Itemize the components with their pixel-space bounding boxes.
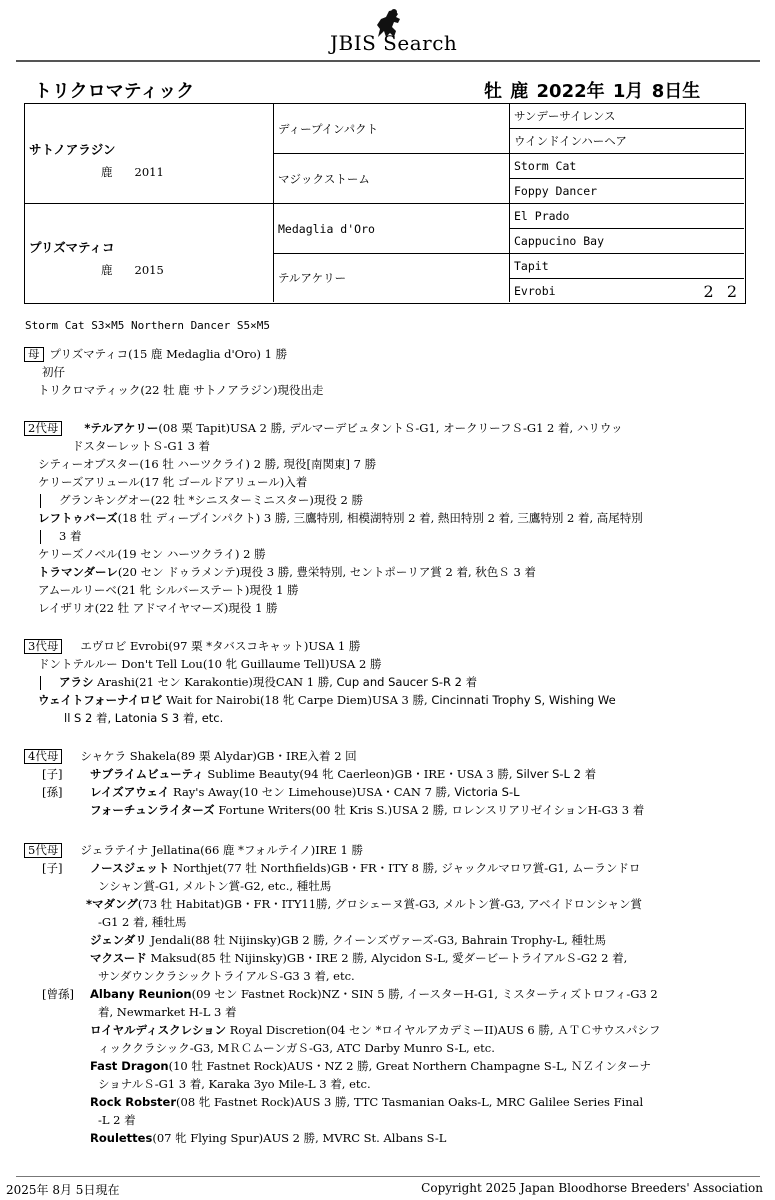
tree-line [40,530,41,544]
inbreeding-note: Storm Cat S3×M5 Northern Dancer S5×M5 [25,319,271,332]
horse-name-bold[interactable]: レイズアウェイ [90,785,170,799]
race-text: Cup and Saucer S-R 2 着 [336,675,478,689]
section-label: 母 [24,347,44,362]
dam-note: 初仔 [42,365,65,379]
relation-label: [子] [42,767,63,781]
record-text: サンダウンクラシックトライアルＳ-G3 3 着, etc. [98,969,355,983]
sire-color: 鹿 [101,165,113,179]
horse-name-bold[interactable]: レフトゥバーズ [38,511,118,525]
site-logo[interactable] [0,0,775,62]
race-text: ll S 2 着, Latonia S 3 着, etc. [64,711,224,725]
fifth-dam-section [24,841,754,1147]
header-divider [16,60,760,62]
record-text: (10 牡 Fastnet Rock)AUS・NZ 2 勝, Great Northern Champagne S-L, ＮＺインターナ [168,1059,652,1073]
record-text: -G1 2 着, 種牡馬 [98,915,187,929]
record-text: (20 セン ドゥラメンテ)現役 3 勝, 豊栄特別, セントポーリア賞 2 着, 秋色Ｓ 3 着 [117,565,536,579]
record-text: (73 牡 Habitat)GB・FR・ITY11勝, グロシェーヌ賞-G3, メルトン賞-G3, アベイドロンシャン賞 [137,897,643,911]
record-text: (18 牡 ディープインパクト) 3 勝, 三鷹特別, 相模湖特別 2 着, 熱田特別 2 着, 三鷹特別 2 着, 高尾特別 [117,511,643,525]
horse-name: トリクロマティック [34,81,195,102]
record-text: Fortune Writers(00 牡 Kris S.)USA 2 勝, ロレンスリアリゼイションH-G3 3 着 [214,803,645,817]
dam-color: 鹿 [101,263,113,277]
record-text: Northjet(77 牡 Northfields)GB・FR・ITY 8 勝, ジャックルマロワ賞-G1, ムーランドロ [169,861,641,875]
horse-name-bold[interactable]: マクスード [90,951,147,965]
logo-text: JBIS Search [330,31,458,55]
record-text: (07 牝 Flying Spur)AUS 2 勝, MVRC St. Albans S-L [152,1131,447,1145]
pedigree-g3-6[interactable]: Cappucino Bay [510,229,744,254]
dam-section [24,345,754,399]
fourth-dam-section [24,747,754,819]
horse-name-bold[interactable]: ウェイトフォーナイロビ [38,693,163,707]
horse-name-bold[interactable]: Fast Dragon [90,1059,169,1073]
horse-info: 牡 鹿 2022年 1月 8日生 [484,81,701,102]
horse-name-bold[interactable]: *マダング [86,897,138,911]
record-text: ショナルＳ-G1 3 着, Karaka 3yo Mile-L 3 着, etc. [98,1077,371,1091]
pedigree-sire [25,104,274,204]
duplicate-count: 2 2 [703,282,741,301]
race-text: Silver S-L 2 着 [516,767,597,781]
tree-line [40,494,41,508]
second-dam-section [24,419,754,617]
relation-label: [曾孫] [42,987,74,1001]
dam-record: エヴロビ Evrobi(97 栗 *タバスコキャット)USA 1 勝 [80,639,361,653]
race-text: Cincinnati Trophy S, Wishing We [431,693,616,707]
pedigree-g3-4[interactable]: Foppy Dancer [510,179,744,204]
pedigree-dam-sire[interactable]: Medaglia d'Oro [274,204,510,254]
third-dam-section [24,637,754,727]
race-text: Victoria S-L [454,785,520,799]
section-label: 3代母 [24,639,62,654]
offspring-record: トリクロマティック(22 牡 鹿 サトノアラジン)現役出走 [38,383,324,397]
record-text: 3 着 [59,529,82,543]
record-text: ドスターレットＳ-G1 3 着 [72,439,211,453]
record-text: Sublime Beauty(94 牝 Caerleon)GB・IRE・USA 3 勝, [203,767,517,781]
record-text: Ray's Away(10 セン Limehouse)USA・CAN 7 勝, [169,785,455,799]
list-item: レイザリオ(22 牡 アドマイヤマーズ)現役 1 勝 [38,601,278,615]
pedigree-table [24,103,746,304]
horse-name-bold[interactable]: トラマンダーレ [38,565,118,579]
record-text: Royal Discretion(04 セン *ロイヤルアカデミーII)AUS 6 勝, ＡＴＣサウスパシフ [226,1023,661,1037]
footer-divider [16,1176,760,1177]
record-text: 着, Newmarket H-L 3 着 [98,1005,237,1019]
list-item: ケリーズノベル(19 セン ハーツクライ) 2 勝 [38,547,266,561]
list-item: アムールリーベ(21 牝 シルバーステート)現役 1 勝 [38,583,299,597]
record-text: ィッククラシック-G3, MＲＣムーンガＳ-G3, ATC Darby Munro S-L, etc. [98,1041,495,1055]
sire-year: 2011 [134,165,164,179]
pedigree-g3-8[interactable]: Evrobi [514,283,556,298]
horse-name-bold[interactable]: ノースジェット [90,861,170,875]
record-text: ンシャン賞-G1, メルトン賞-G2, etc., 種牡馬 [98,879,332,893]
dam-year: 2015 [134,263,164,277]
dam-name[interactable]: プリズマティコ [29,240,115,255]
list-item: ドントテルルー Don't Tell Lou(10 牝 Guillaume Tell)USA 2 勝 [38,657,382,671]
list-item: グランキングオー(22 牡 *シニスターミニスター)現役 2 勝 [59,493,363,507]
horse-name-bold[interactable]: Albany Reunion [90,987,192,1001]
tree-line [40,676,41,690]
as-of-date: 2025年 8月 5日現在 [6,1183,120,1197]
record-text: (09 セン Fastnet Rock)NZ・SIN 5 勝, イースターH-G1, ミスターティズトロフィ-G3 2 [191,987,658,1001]
section-label: 5代母 [24,843,62,858]
dam-record: シャケラ Shakela(89 栗 Alydar)GB・IRE入着 2 回 [80,749,357,763]
list-item: シティーオブスター(16 牡 ハーツクライ) 2 勝, 現役[南関東] 7 勝 [38,457,377,471]
horse-name-bold[interactable]: Rock Robster [90,1095,177,1109]
record-text: -L 2 着 [98,1113,136,1127]
sire-name[interactable]: サトノアラジン [29,142,116,157]
horse-name-bold[interactable]: Roulettes [90,1131,153,1145]
copyright: Copyright 2025 Japan Bloodhorse Breeders' Association [421,1181,763,1195]
record-text: Jendali(88 牡 Nijinsky)GB 2 勝, クイーンズヴァーズ-G3, Bahrain Trophy-L, 種牡馬 [146,933,606,947]
record-text: Maksud(85 牡 Nijinsky)GB・IRE 2 勝, Alycidon S-L, 愛ダービートライアルＳ-G2 2 着, [146,951,628,965]
horse-name-bold[interactable]: アラシ [59,675,94,689]
pedigree-sire-dam[interactable]: マジックストーム [274,154,510,204]
pedigree-g3-3[interactable]: Storm Cat [510,154,744,179]
relation-label: [孫] [42,785,63,799]
pedigree-g3-2[interactable]: ウインドインハーヘア [510,129,744,154]
record-text: Arashi(21 セン Karakontie)現役CAN 1 勝, [93,675,337,689]
pedigree-dam-dam[interactable]: テルアケリー [274,254,510,302]
dam-name-bold[interactable]: *テルアケリー [84,421,159,435]
pedigree-dam [25,204,274,302]
record-text: Wait for Nairobi(18 牝 Carpe Diem)USA 3 勝, [162,693,432,707]
horse-name-bold[interactable]: ジェンダリ [90,933,147,947]
pedigree-g3-1[interactable]: サンデーサイレンス [510,104,744,129]
horse-name-bold[interactable]: サブライムビューティ [90,767,204,781]
list-item: ケリーズアリュール(17 牝 ゴールドアリュール)入着 [38,475,308,489]
dam-record: ジェラテイナ Jellatina(66 鹿 *フォルテイノ)IRE 1 勝 [80,843,363,857]
horse-name-bold[interactable]: ロイヤルディスクレション [90,1023,227,1037]
horse-name-bold[interactable]: フォーチュンライターズ [90,803,215,817]
record-text: (08 栗 Tapit)USA 2 勝, デルマーデビュタントＳ-G1, オークリーフＳ-G1 2 着, ハリウッ [158,421,623,435]
dam-record: プリズマティコ(15 鹿 Medaglia d'Oro) 1 勝 [49,347,288,361]
pedigree-g3-7[interactable]: Tapit [510,254,744,279]
record-text: (08 牝 Fastnet Rock)AUS 3 勝, TTC Tasmanian Oaks-L, MRC Galilee Series Final [176,1095,644,1109]
section-label: 4代母 [24,749,62,764]
section-label: 2代母 [24,421,62,436]
relation-label: [子] [42,861,63,875]
pedigree-g3-5[interactable]: El Prado [510,204,744,229]
pedigree-sire-sire[interactable]: ディープインパクト [274,104,510,154]
